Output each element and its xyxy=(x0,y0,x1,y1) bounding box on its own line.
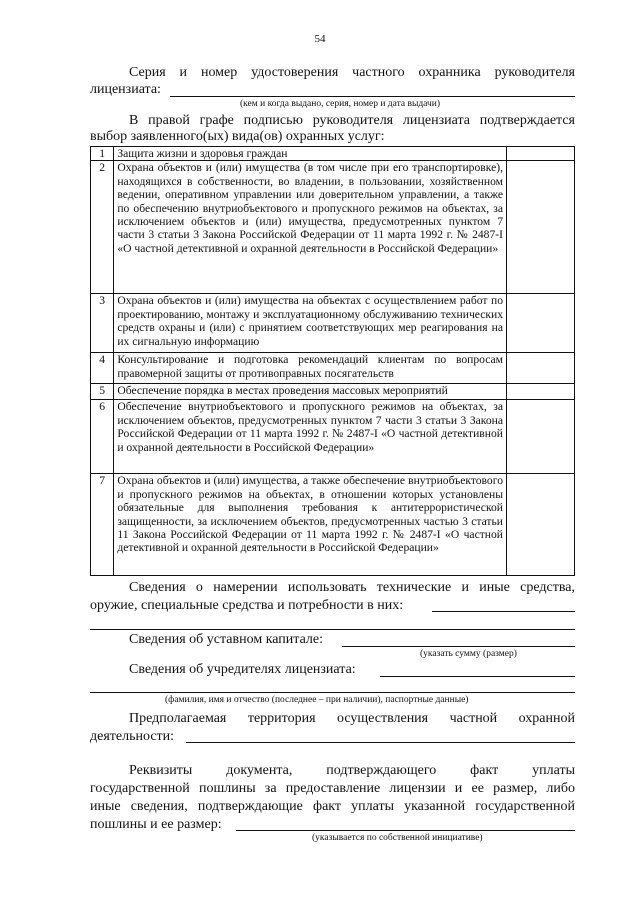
means-field-line[interactable] xyxy=(432,611,575,612)
table-row xyxy=(91,384,575,400)
service-text: Охрана объектов и (или) имущества, а также обеспечение внутриобъектового и пропускного режимов на объектах, в отношении которых установлены обязательные для выполнения требования к антитеррористической защищенности, за исключением объектов, предусмотренных частью 3 статьи 11 Закона Российской Федерации от 11 марта 1992 г. № 2487-I «О частной детективной и охранной деятельности в Российской Федерации» xyxy=(114,474,507,576)
means-field-line-2[interactable] xyxy=(90,629,575,630)
services-table xyxy=(90,146,575,576)
head-line-2-label: лицензиата: xyxy=(90,82,161,97)
row-number: 1 xyxy=(91,147,114,161)
table-row xyxy=(91,474,575,576)
requisites-line-4-label: пошлины и ее размер: xyxy=(90,817,222,832)
service-text: Защита жизни и здоровья граждан xyxy=(114,147,507,161)
territory-line-1: Предполагаемая территория осуществления частной охранной xyxy=(129,711,575,726)
signature-cell[interactable] xyxy=(507,294,575,353)
intro-line-1: В правой графе подписью руководителя лицензиата подтверждается xyxy=(129,113,575,128)
signature-cell[interactable] xyxy=(507,474,575,576)
service-text: Охрана объектов и (или) имущества (в том числе при его транспортировке), находящихся в собственности, во владении, в пользовании, хозяйственном ведении, оперативном управлении или доверительном управлении, а также по обеспечению внутриобъектового и пропускного режимов на объектах, за исключением объектов и (или) имущества, предусмотренных пунктом 7 части 3 статьи 3 Закона Российской Федерации от 11 марта 1992 г. № 2487-I «О частной детективной и охранной деятельности в Российской Федерации» xyxy=(114,161,507,294)
founders-field-line-2[interactable] xyxy=(90,692,575,693)
requisites-field-hint: (указывается по собственной инициативе) xyxy=(312,833,483,843)
requisites-line-1: Реквизиты документа, подтверждающего факт уплаты xyxy=(129,763,575,778)
row-number: 4 xyxy=(91,353,114,384)
certificate-field-line xyxy=(170,96,575,97)
service-text: Консультирование и подготовка рекомендаций клиентам по вопросам правомерной защиты от противоправных посягательств xyxy=(114,353,507,384)
signature-cell[interactable] xyxy=(507,353,575,384)
table-row xyxy=(91,353,575,384)
capital-field-line[interactable] xyxy=(342,646,575,647)
service-text: Обеспечение внутриобъектового и пропускного режимов на объектах, за исключением объектов, предусмотренных пунктом 7 части 3 статьи 3 Закона Российской Федерации от 11 марта 1992 г. № 2487-I «О частной детективной и охранной деятельности в Российской Федерации» xyxy=(114,400,507,474)
capital-field-hint: (указать сумму (размер) xyxy=(420,649,517,659)
means-line-1: Сведения о намерении использовать технические и иные средства, xyxy=(129,580,575,595)
territory-line-2-label: деятельности: xyxy=(90,729,175,744)
table-row xyxy=(91,147,575,161)
table-row xyxy=(91,400,575,474)
capital-label: Сведения об уставном капитале: xyxy=(129,632,324,647)
founders-field-line[interactable] xyxy=(380,676,575,677)
table-row xyxy=(91,161,575,294)
means-line-2: оружие, специальные средства и потребности в них: xyxy=(90,598,404,613)
row-number: 2 xyxy=(91,161,114,294)
signature-cell[interactable] xyxy=(507,161,575,294)
service-text: Обеспечение порядка в местах проведения массовых мероприятий xyxy=(114,384,507,400)
requisites-field-line[interactable] xyxy=(236,830,575,831)
row-number: 6 xyxy=(91,400,114,474)
territory-field-line[interactable] xyxy=(186,742,575,743)
founders-label: Сведения об учредителях лицензиата: xyxy=(129,662,356,677)
row-number: 7 xyxy=(91,474,114,576)
row-number: 5 xyxy=(91,384,114,400)
founders-field-hint: (фамилия, имя и отчество (последнее – при наличии), паспортные данные) xyxy=(165,695,469,705)
intro-line-2: выбор заявленного(ых) вида(ов) охранных услуг: xyxy=(90,129,385,144)
requisites-line-3: иные сведения, подтверждающие факт уплаты указанной государственной xyxy=(90,799,575,814)
requisites-line-2: государственной пошлины за предоставление лицензии и ее размер, либо xyxy=(90,781,575,796)
row-number: 3 xyxy=(91,294,114,353)
signature-cell[interactable] xyxy=(507,147,575,161)
signature-cell[interactable] xyxy=(507,384,575,400)
page-number: 54 xyxy=(314,33,326,45)
head-line-1: Серия и номер удостоверения частного охранника руководителя xyxy=(129,65,575,80)
signature-cell[interactable] xyxy=(507,400,575,474)
service-text: Охрана объектов и (или) имущества на объектах с осуществлением работ по проектированию, монтажу и эксплуатационному обслуживанию технических средств охраны и (или) с принятием соответствующих мер реагирования на их сигнальную информацию xyxy=(114,294,507,353)
table-row xyxy=(91,294,575,353)
certificate-field-hint: (кем и когда выдано, серия, номер и дата выдачи) xyxy=(240,99,441,109)
